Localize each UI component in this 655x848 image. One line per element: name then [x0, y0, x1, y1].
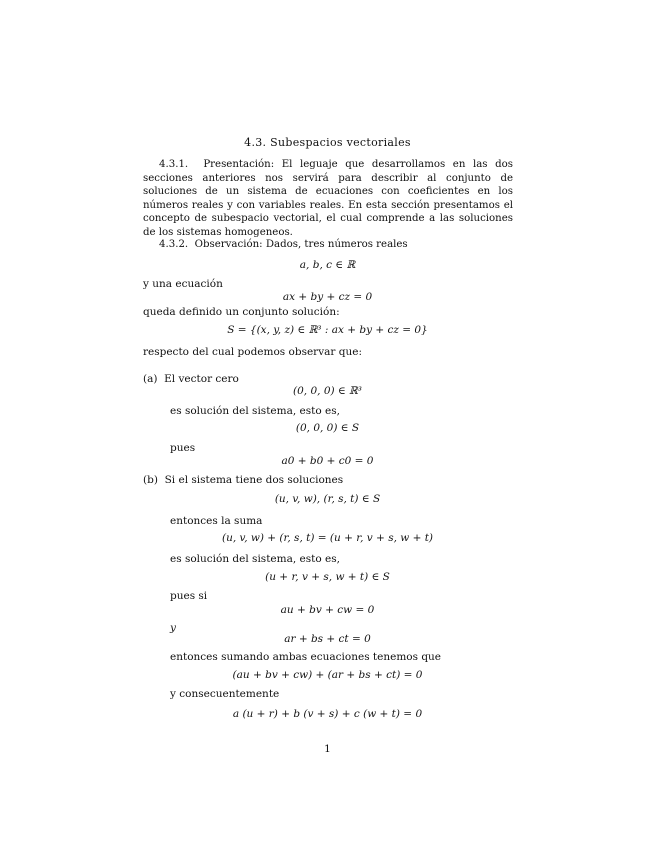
equation-factored: a (u + r) + b (v + s) + c (w + t) = 0 — [232, 708, 423, 720]
section-title: 4.3. Subespacios vectoriales — [244, 136, 411, 149]
text-consecuentemente: y consecuentemente — [170, 688, 280, 700]
text-es-solucion-a: es solución del sistema, esto es, — [170, 405, 340, 417]
equation-sum-in-S: (u + r, v + s, w + t) ∈ S — [265, 571, 390, 583]
equation-zero-vector: (0, 0, 0) ∈ ℝ³ — [293, 385, 362, 397]
equation-sum: (u, v, w) + (r, s, t) = (u + r, v + s, w + t) — [221, 532, 434, 544]
text-es-solucion-b: es solución del sistema, esto es, — [170, 553, 340, 565]
text-queda-definido: queda definido un conjunto solución: — [143, 306, 340, 318]
paragraph-text: Dados, tres números reales — [265, 239, 408, 250]
equation-zero-check: a0 + b0 + c0 = 0 — [281, 455, 374, 467]
text-pues-a: pues — [170, 442, 196, 454]
paragraph-heading: Observación: — [194, 239, 263, 250]
equation-summed: (au + bv + cw) + (ar + bs + ct) = 0 — [232, 669, 423, 681]
paragraph-label: 4.3.2. — [159, 239, 189, 250]
page-number: 1 — [324, 743, 331, 755]
paragraph-presentacion — [143, 158, 513, 240]
item-b-label: (b) — [143, 474, 158, 486]
item-b — [143, 474, 343, 486]
equation-second-solution: ar + bs + ct = 0 — [284, 633, 371, 645]
equation-two-solutions: (u, v, w), (r, s, t) ∈ S — [274, 493, 381, 505]
equation-solution-set: S = {(x, y, z) ∈ ℝ³ : ax + by + cz = 0} — [227, 324, 428, 336]
item-a — [143, 373, 239, 385]
equation-zero-in-S: (0, 0, 0) ∈ S — [295, 422, 360, 434]
equation-abc: a, b, c ∈ ℝ — [299, 259, 356, 271]
paragraph-text: El leguaje que desarrollamos en las dos secciones anteriores nos servirá para describir al conjunto de soluciones de un sistema de ecuaciones con coeficientes en los números reales y con variables reales. En esta sección presentamos el concepto de subespacio vectorial, el cual comprende a las soluciones de los sistemas homogeneos. — [143, 159, 513, 238]
paragraph-observacion — [143, 238, 513, 252]
item-a-label: (a) — [143, 373, 158, 385]
text-una-ecuacion: y una ecuación — [143, 278, 223, 290]
item-a-text: El vector cero — [164, 373, 239, 385]
equation-first-solution: au + bv + cw = 0 — [280, 604, 375, 616]
paragraph-label: 4.3.1. — [159, 159, 189, 170]
text-entonces-suma: entonces la suma — [170, 515, 263, 527]
text-pues-si: pues si — [170, 590, 208, 602]
equation-linear: ax + by + cz = 0 — [282, 291, 373, 303]
text-respecto: respecto del cual podemos observar que: — [143, 346, 362, 358]
item-b-text: Si el sistema tiene dos soluciones — [164, 474, 344, 486]
text-y: y — [170, 622, 176, 634]
paragraph-heading: Presentación: — [203, 159, 275, 170]
text-sumando: entonces sumando ambas ecuaciones tenemos que — [170, 651, 442, 663]
